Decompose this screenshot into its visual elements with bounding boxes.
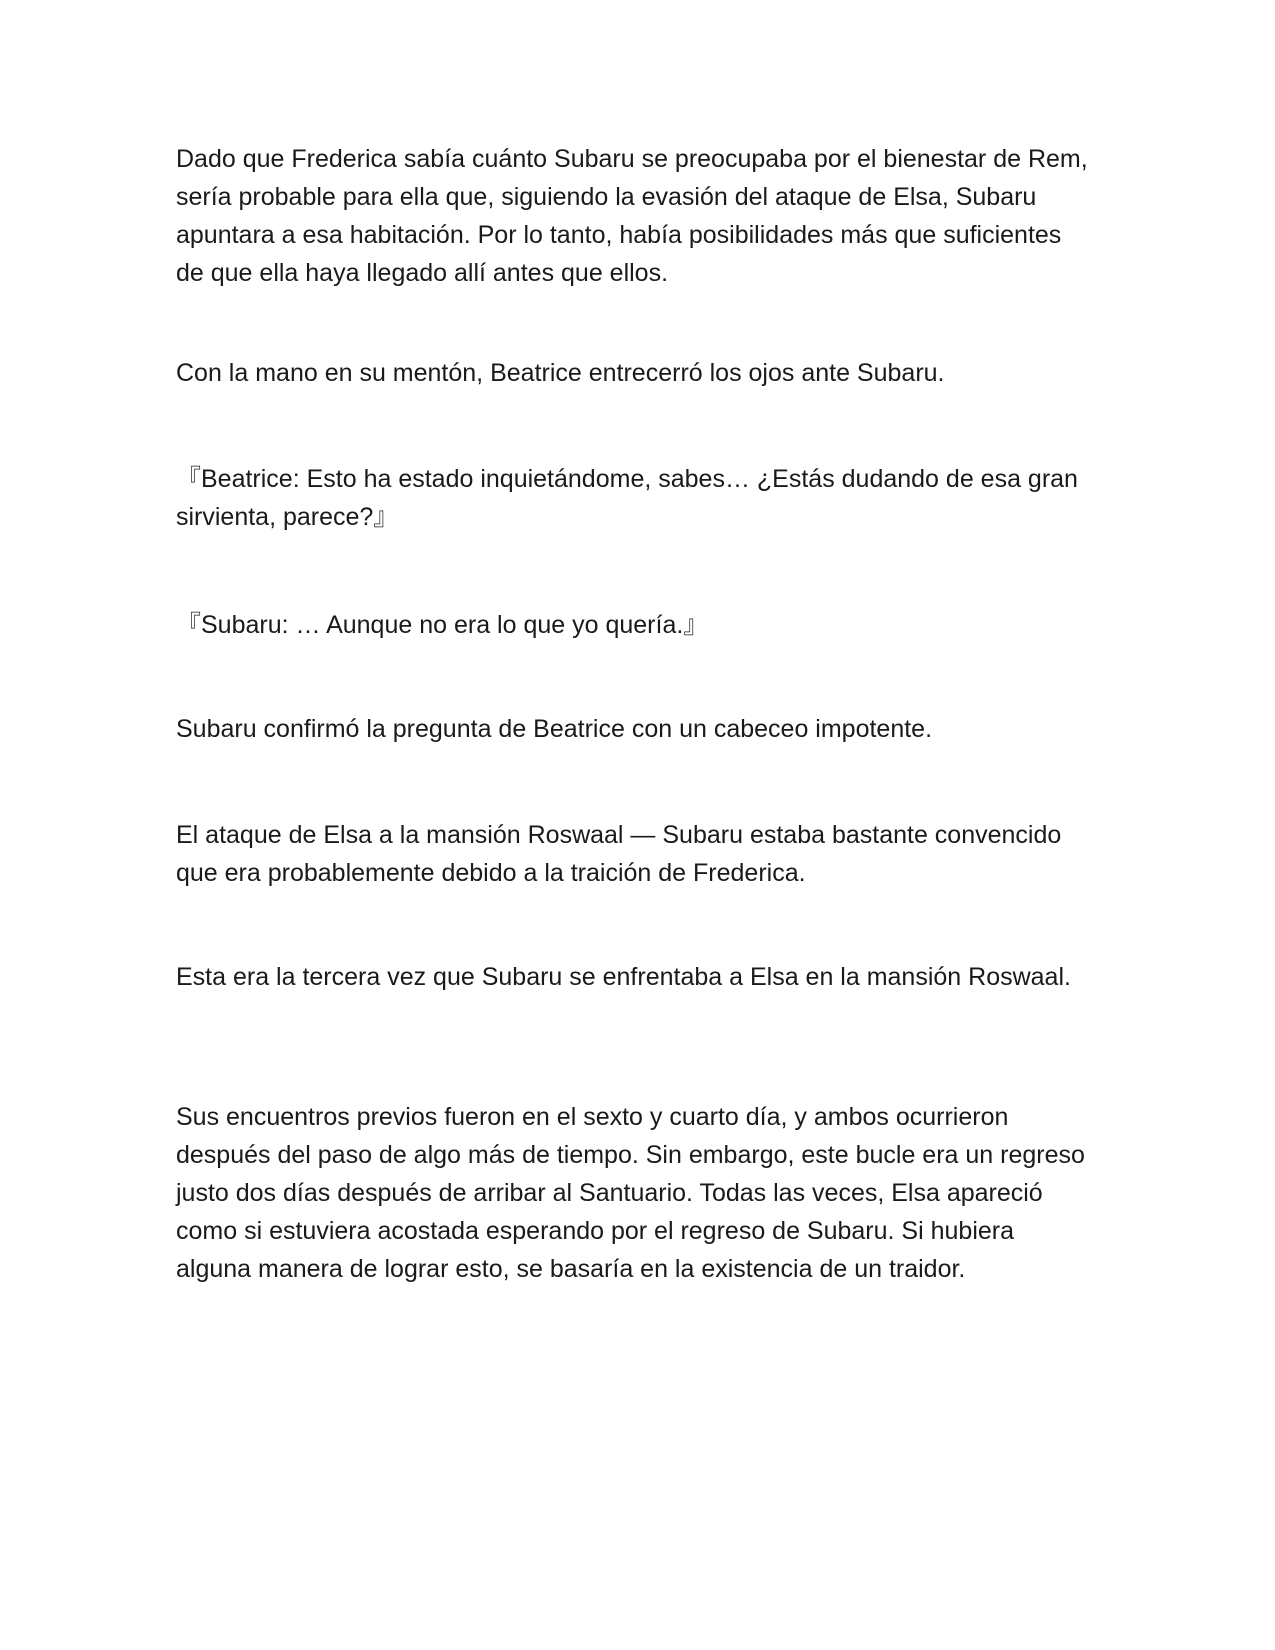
paragraph-8: Sus encuentros previos fueron en el sexto y cuarto día, y ambos ocurrieron después del paso de algo más de tiempo. Sin embargo, este bucle era un regreso justo dos días después de arribar al Santuario. Todas las veces, Elsa apareció como si estuviera acostada esperando por el regreso de Subaru. Si hubiera alguna manera de lograr esto, se basaría en la existencia de un traidor. xyxy=(176,1103,1085,1283)
dialogue-subaru: 『Subaru: … Aunque no era lo que yo quería.』 xyxy=(176,611,709,639)
paragraph-7: Esta era la tercera vez que Subaru se enfrentaba a Elsa en la mansión Roswaal. xyxy=(176,963,1071,991)
paragraph-2: Con la mano en su mentón, Beatrice entrecerró los ojos ante Subaru. xyxy=(176,359,945,387)
paragraph-5: Subaru confirmó la pregunta de Beatrice con un cabeceo impotente. xyxy=(176,715,933,743)
paragraph-6: El ataque de Elsa a la mansión Roswaal — Subaru estaba bastante convencido que era probablemente debido a la traición de Frederica. xyxy=(176,821,1062,887)
paragraph-1: Dado que Frederica sabía cuánto Subaru se preocupaba por el bienestar de Rem, sería probable para ella que, siguiendo la evasión del ataque de Elsa, Subaru apuntara a esa habitación. Por lo tanto, había posibilidades más que suficientes de que ella haya llegado allí antes que ellos. xyxy=(176,145,1088,287)
dialogue-beatrice: 『Beatrice: Esto ha estado inquietándome, sabes… ¿Estás dudando de esa gran sirvienta, parece?』 xyxy=(176,465,1078,531)
